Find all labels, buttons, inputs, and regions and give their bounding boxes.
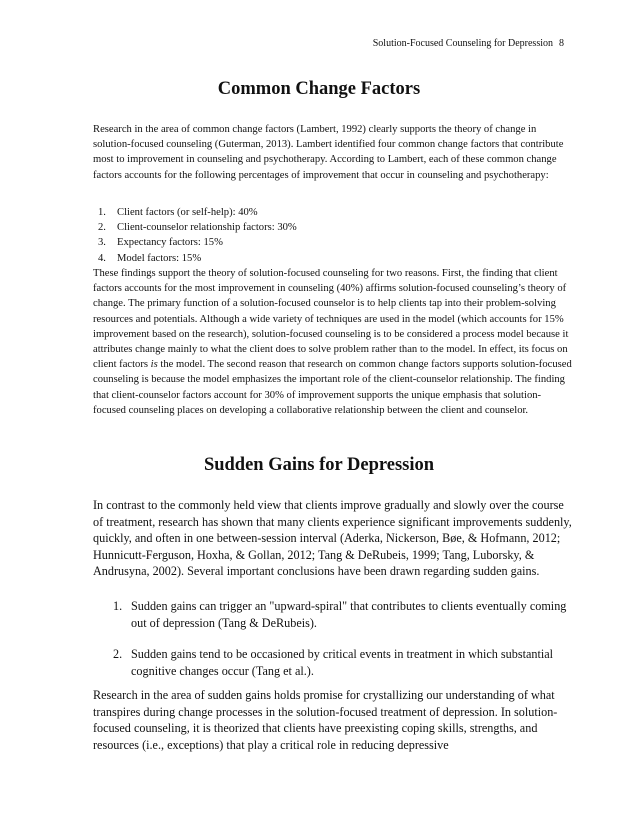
list-item: 1. Sudden gains can trigger an "upward-spiral" that contributes to clients eventually coming out of depression (Tang & DeRubeis). — [113, 599, 567, 630]
paragraph-findings: These findings support the theory of solution-focused counseling for two reasons. First, the finding that client factors accounts for the most improvement in counseling (40%) affirms solution-focused counseling’s theory of change. The primary function of a solution-focused counselor is to help clients tap into their problem-solving resources and potentials. Although a wide variety of techniques are used in the model (which accounts for 15% improvement based on the research), solution-focused counseling is to be considered a process model because it attributes change mainly to what the client does to solve problem rather than to the model. In effect, its focus on client factors is the model. The second reason that research on common change factors supports solution-focused counseling is because the model emphasizes the important role of the client-counselor relationship. The finding that client-counselor factors account for 30% of improvement supports the unique emphasis that solution-focused counseling places on developing a collaborative relationship between the client and counselor. — [93, 268, 572, 416]
page-number: 8 — [559, 38, 564, 49]
paragraph-closing: Research in the area of sudden gains holds promise for crystallizing our understanding of what transpires during change processes in the solution-focused treatment of depression. In solution-focused counseling, it is theorized that clients have preexisting coping skills, strengths, and resources (i.e., exceptions) that play a critical role in reducing depressive — [93, 688, 558, 752]
paragraph-intro-sudden-gains: In contrast to the commonly held view that clients improve gradually and slowly over the course of treatment, research has shown that many clients experience significant improvements suddenly, quickly, and often in one between-session interval (Aderka, Nickerson, Bøe, & Hofmann, 2012; Hunnicutt-Ferguson, Hoxha, & Gollan, 2012; Tang & DeRubeis, 1999; Tang, Luborsky, & Andrusyna, 2002). Several important conclusions have been drawn regarding sudden gains. — [93, 498, 572, 579]
list-item: 3. Expectancy factors: 15% — [98, 237, 223, 249]
list-item: 2. Sudden gains tend to be occasioned by critical events in treatment in which substantial cognitive changes occur (Tang et al.). — [113, 647, 554, 678]
paragraph-intro-common-factors: Research in the area of common change factors (Lambert, 1992) clearly supports the theory of change in solution-focused counseling (Guterman, 2013). Lambert identified four common change factors that contribute most to improvement in counseling and psychotherapy. According to Lambert, each of these common change factors accounts for the following percentages of improvement that occur in counseling and psychotherapy: — [93, 124, 564, 181]
list-item: 1. Client factors (or self-help): 40% — [98, 207, 258, 218]
section-heading-sudden-gains: Sudden Gains for Depression — [203, 455, 435, 475]
running-header — [373, 38, 564, 49]
common-factors-list — [93, 205, 573, 266]
italic-emphasis: is — [150, 359, 158, 371]
running-title: Solution-Focused Counseling for Depression — [372, 38, 553, 49]
section-heading-common-change-factors: Common Change Factors — [217, 79, 421, 99]
list-item: 2. Client-counselor relationship factors: 30% — [98, 222, 297, 234]
sudden-gains-conclusions-list — [93, 598, 573, 694]
list-item: 4. Model factors: 15% — [98, 252, 202, 264]
